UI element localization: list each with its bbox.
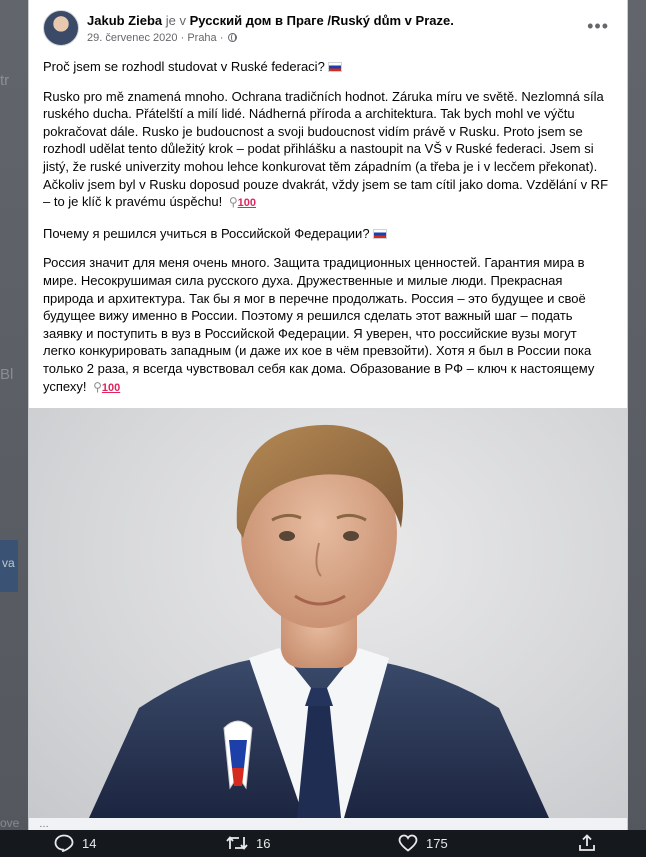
- author-name[interactable]: Jakub Zieba: [87, 13, 163, 28]
- flag-icon: [373, 229, 387, 239]
- repost-button[interactable]: [226, 834, 270, 852]
- meta-separator: ·: [180, 32, 185, 44]
- post-date[interactable]: 29. červenec 2020: [87, 32, 178, 44]
- globe-icon: [228, 33, 237, 42]
- post-paragraph: [43, 58, 609, 76]
- reply-count: 14: [82, 835, 97, 851]
- background-fragment: va: [2, 556, 15, 570]
- like-icon: [398, 834, 418, 852]
- author-line: [87, 13, 454, 28]
- key-icon: ⚲: [93, 379, 102, 394]
- tweet-action-bar: [0, 830, 646, 857]
- emoji-group: [229, 195, 256, 209]
- more-icon[interactable]: •••: [587, 16, 609, 36]
- background-fragment: Bl: [0, 366, 14, 383]
- repost-count: 16: [256, 835, 271, 851]
- key-icon: ⚲: [228, 195, 238, 210]
- hundred-icon: 100: [101, 381, 121, 394]
- meta-separator: ·: [219, 32, 224, 44]
- post-question-ru: Почему я решился учиться в Российской Федерации?: [43, 225, 370, 241]
- hundred-icon: 100: [237, 197, 256, 210]
- reply-icon: [54, 834, 74, 852]
- reaction-strip: [29, 818, 627, 830]
- emoji-group: [93, 380, 120, 394]
- like-count: 175: [426, 835, 448, 851]
- post-paragraph: [43, 254, 609, 397]
- share-button[interactable]: [578, 834, 596, 852]
- post-header: [43, 10, 613, 50]
- author-joiner: je v: [165, 13, 186, 28]
- background-fragment: ove: [0, 816, 20, 830]
- post-text-ru: Россия значит для меня очень много. Защита традиционных ценностей. Гарантия мира в мире. Несокрушимая сила русского духа. Дружественные и милые люди. Прекрасная природа и архитектура. Так бы я мог в перечне продолжать. Россия – это будущее и своё будущее вижу именно в России. Поэтому я решился сделать этот важный шаг – подать заявку и поступить в вуз в Российской Федерации. Я уверен, что российские вузы могут легко конкурировать западным (и даже их кое в чём превзойти). Хотя я был в России пока только 2 раза, я всегда чувствовал себя как дома. Образование в РФ – ключ к настоящему успеху!: [43, 255, 595, 394]
- flag-icon: [328, 62, 342, 72]
- post-question-cz: Proč jsem se rozhodl studovat v Ruské federaci?: [43, 59, 325, 74]
- post-paragraph: [43, 88, 609, 213]
- repost-icon: [226, 834, 248, 852]
- background-fragment: tr: [0, 72, 10, 89]
- post-photo[interactable]: [29, 408, 627, 818]
- portrait-image: [29, 408, 627, 818]
- post-location[interactable]: Praha: [187, 32, 217, 44]
- avatar[interactable]: [43, 10, 79, 46]
- post-meta: [87, 32, 237, 44]
- post-paragraph: [43, 225, 609, 243]
- post-card: [28, 0, 628, 830]
- reaction-summary[interactable]: …: [39, 819, 49, 830]
- share-icon: [578, 834, 596, 852]
- like-button[interactable]: [398, 834, 448, 852]
- post-text-cz: Rusko pro mě znamená mnoho. Ochrana tradičních hodnot. Záruka míru ve světě. Nezlomná síla ruského ducha. Přátelští a milí lidé. Nádherná příroda a architektura. Tak bych mohl ve výčtu pokračovat dále. Rusko je budoucnost a svoji budoucnost vidím právě v Rusku. Proto jsem se rozhodl udělat tento důležitý krok – podat přihlášku a nastoupit na VŠ v Ruské federaci. Jsem si jistý, že ruské univerzity mohou lehce konkurovat těm západním (a třeba je i v lecčem překonat). Ačkoliv jsem byl v Rusku doposud pouze dvakrát, vždy jsem se tam cítil jako doma. Vzdělání v RF – to je klíč k pravému úspěchu!: [43, 88, 609, 210]
- reply-button[interactable]: [54, 834, 96, 852]
- group-name[interactable]: Русский дом в Праге /Ruský dům v Praze.: [189, 13, 454, 28]
- post-body: [43, 58, 609, 427]
